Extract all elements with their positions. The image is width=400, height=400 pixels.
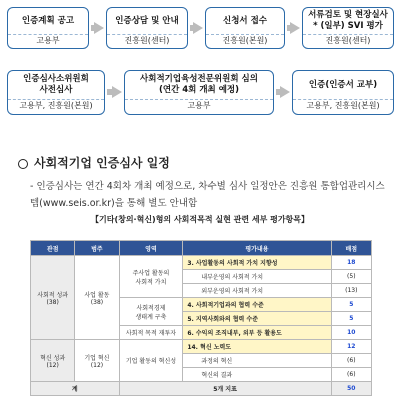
score-cell: 5 bbox=[331, 312, 371, 326]
step-title: 인증심사소위원회 사전심사 bbox=[23, 74, 89, 95]
table-total-row bbox=[31, 382, 372, 396]
step-title: 서류검토 및 현장실사 * (일부) SVI 평가 bbox=[308, 10, 388, 31]
score-cell: (6) bbox=[331, 354, 371, 368]
area-cell: 기업 활동의 혁신성 bbox=[119, 340, 183, 382]
score-cell: 5 bbox=[331, 298, 371, 312]
step-document-review bbox=[302, 7, 394, 49]
total-score: 50 bbox=[331, 382, 371, 396]
section-heading bbox=[18, 154, 170, 171]
table-title: 【기타(창의·혁신)형의 사회적목적 실현 관련 세부 평가항목】 bbox=[90, 215, 310, 224]
step-owner: 진흥원(본원) bbox=[222, 35, 268, 45]
category-cell: 사업 활동 (38) bbox=[75, 256, 119, 340]
flow-arrow bbox=[94, 22, 104, 34]
item-cell: 내부운영의 사회적 가치 bbox=[183, 270, 331, 284]
area-cell: 주사업 활동의 사회적 가치 bbox=[119, 256, 183, 298]
item-cell: 외부운영의 사회적 가치 bbox=[183, 284, 331, 298]
table-header-row bbox=[31, 241, 372, 256]
item-cell: 4. 사회적기업과의 협력 수준 bbox=[183, 298, 331, 312]
step-title: 사회적기업육성전문위원회 심의 (연간 4회 개최 예정) bbox=[140, 74, 258, 95]
total-count: 5개 지표 bbox=[119, 382, 331, 396]
item-cell: 3. 사업활동의 사회적 가치 지향성 bbox=[183, 256, 331, 270]
step-owner: 고용부 bbox=[36, 35, 60, 45]
item-cell: 6. 수익의 조직내부, 외부 등 활용도 bbox=[183, 326, 331, 340]
col-header: 평가내용 bbox=[183, 241, 331, 256]
item-cell: 14. 혁신 노력도 bbox=[183, 340, 331, 354]
step-owner: 고용부, 진흥원(본원) bbox=[306, 101, 380, 110]
category-cell: 기업 혁신 (12) bbox=[75, 340, 119, 382]
table-row bbox=[31, 256, 372, 270]
perspective-cell: 혁신 성과 (12) bbox=[31, 340, 75, 382]
col-header: 관점 bbox=[31, 241, 75, 256]
item-cell: 혁신의 결과 bbox=[183, 368, 331, 382]
step-title: 인증(인증서 교부) bbox=[308, 79, 378, 90]
section-title-text: 사회적기업 인증심사 일정 bbox=[34, 156, 170, 170]
flow-arrow bbox=[290, 22, 300, 34]
score-cell: (13) bbox=[331, 284, 371, 298]
step-owner: 진흥원(센터) bbox=[124, 35, 170, 45]
perspective-cell: 사회적 성과 (38) bbox=[31, 256, 75, 340]
score-cell: 10 bbox=[331, 326, 371, 340]
step-consultation bbox=[106, 7, 188, 49]
table-row bbox=[31, 340, 372, 354]
score-cell: (6) bbox=[331, 368, 371, 382]
step-certification bbox=[292, 70, 394, 115]
flow-arrow bbox=[280, 86, 290, 98]
evaluation-table bbox=[30, 240, 372, 396]
area-cell: 사회적경제 생태계 구축 bbox=[119, 298, 183, 326]
step-preliminary-review bbox=[7, 70, 105, 115]
section-description: - 인증심사는 연간 4회차 개최 예정으로, 차수별 심사 일정안은 진흥원 통합업관리시스템(www.seis.or.kr)을 통해 별도 안내함 bbox=[30, 181, 385, 209]
item-cell: 과정의 혁신 bbox=[183, 354, 331, 368]
col-header: 영역 bbox=[119, 241, 183, 256]
col-header: 배점 bbox=[331, 241, 371, 256]
step-committee-deliberation bbox=[124, 70, 274, 115]
step-plan-announcement bbox=[7, 7, 89, 49]
area-cell: 사회적 목적 재투자 bbox=[119, 326, 183, 340]
flow-arrow bbox=[112, 86, 122, 98]
step-title: 인증계획 공고 bbox=[21, 15, 75, 26]
step-owner: 고용부 bbox=[187, 101, 211, 110]
score-cell: (5) bbox=[331, 270, 371, 284]
flow-arrow bbox=[193, 22, 203, 34]
step-title: 인증상담 및 안내 bbox=[115, 15, 179, 26]
step-owner: 진흥원(센터) bbox=[325, 35, 371, 45]
step-owner: 고용부, 진흥원(본원) bbox=[19, 101, 93, 110]
col-header: 범주 bbox=[75, 241, 119, 256]
circle-bullet-icon bbox=[18, 159, 28, 169]
score-cell: 12 bbox=[331, 340, 371, 354]
step-title: 신청서 접수 bbox=[222, 15, 267, 26]
item-cell: 5. 지역사회와의 협력 수준 bbox=[183, 312, 331, 326]
step-application bbox=[205, 7, 285, 49]
total-label: 계 bbox=[31, 382, 120, 396]
score-cell: 18 bbox=[331, 256, 371, 270]
